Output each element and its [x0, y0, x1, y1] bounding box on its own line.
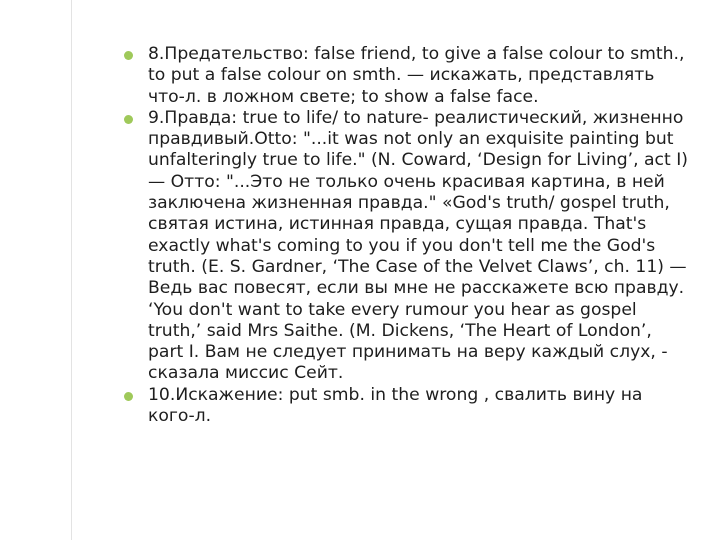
bullet-dot-icon	[124, 51, 133, 60]
slide-content	[124, 44, 690, 427]
slide-left-panel	[0, 0, 72, 540]
bullet-item-8	[124, 44, 690, 108]
bullet-item-9	[124, 108, 690, 385]
bullet-text: 8.Предательство: false friend, to give a false colour to smth., to put a false colour on smth. — искажать, представлять что-л. в ложном свете; to show a false face.	[148, 44, 685, 107]
bullet-dot-icon	[124, 392, 133, 401]
bullet-item-10	[124, 385, 690, 428]
bullet-text: 10.Искажение: put smb. in the wrong , свалить вину на кого-л.	[148, 384, 643, 427]
bullet-dot-icon	[124, 115, 133, 124]
bullet-text: 9.Правда: true to life/ to nature- реалистический, жизненно правдивый.Otto: "...it was not only an exquisite painting but unfalteringly true to life." (N. Coward, ‘Design for Living’, act I) — Отто: "...Это не только очень красивая картина, в ней заключена жизненная правда." «God's truth/ gospel truth, святая истина, истинная правда, сущая правда. That's exactly what's coming to you if you don't tell me the God's truth. (E. S. Gardner, ‘The Case of the Velvet Claws’, ch. 11) — Ведь вас повесят, если вы мне не расскажете всю правду. ‘You don't want to take every rumour you hear as gospel truth,’ said Mrs Saithe. (M. Dickens, ‘The Heart of London’, part I. Вам не следует принимать на веру каждый слух, - сказала миссис Сейт.	[148, 107, 688, 384]
